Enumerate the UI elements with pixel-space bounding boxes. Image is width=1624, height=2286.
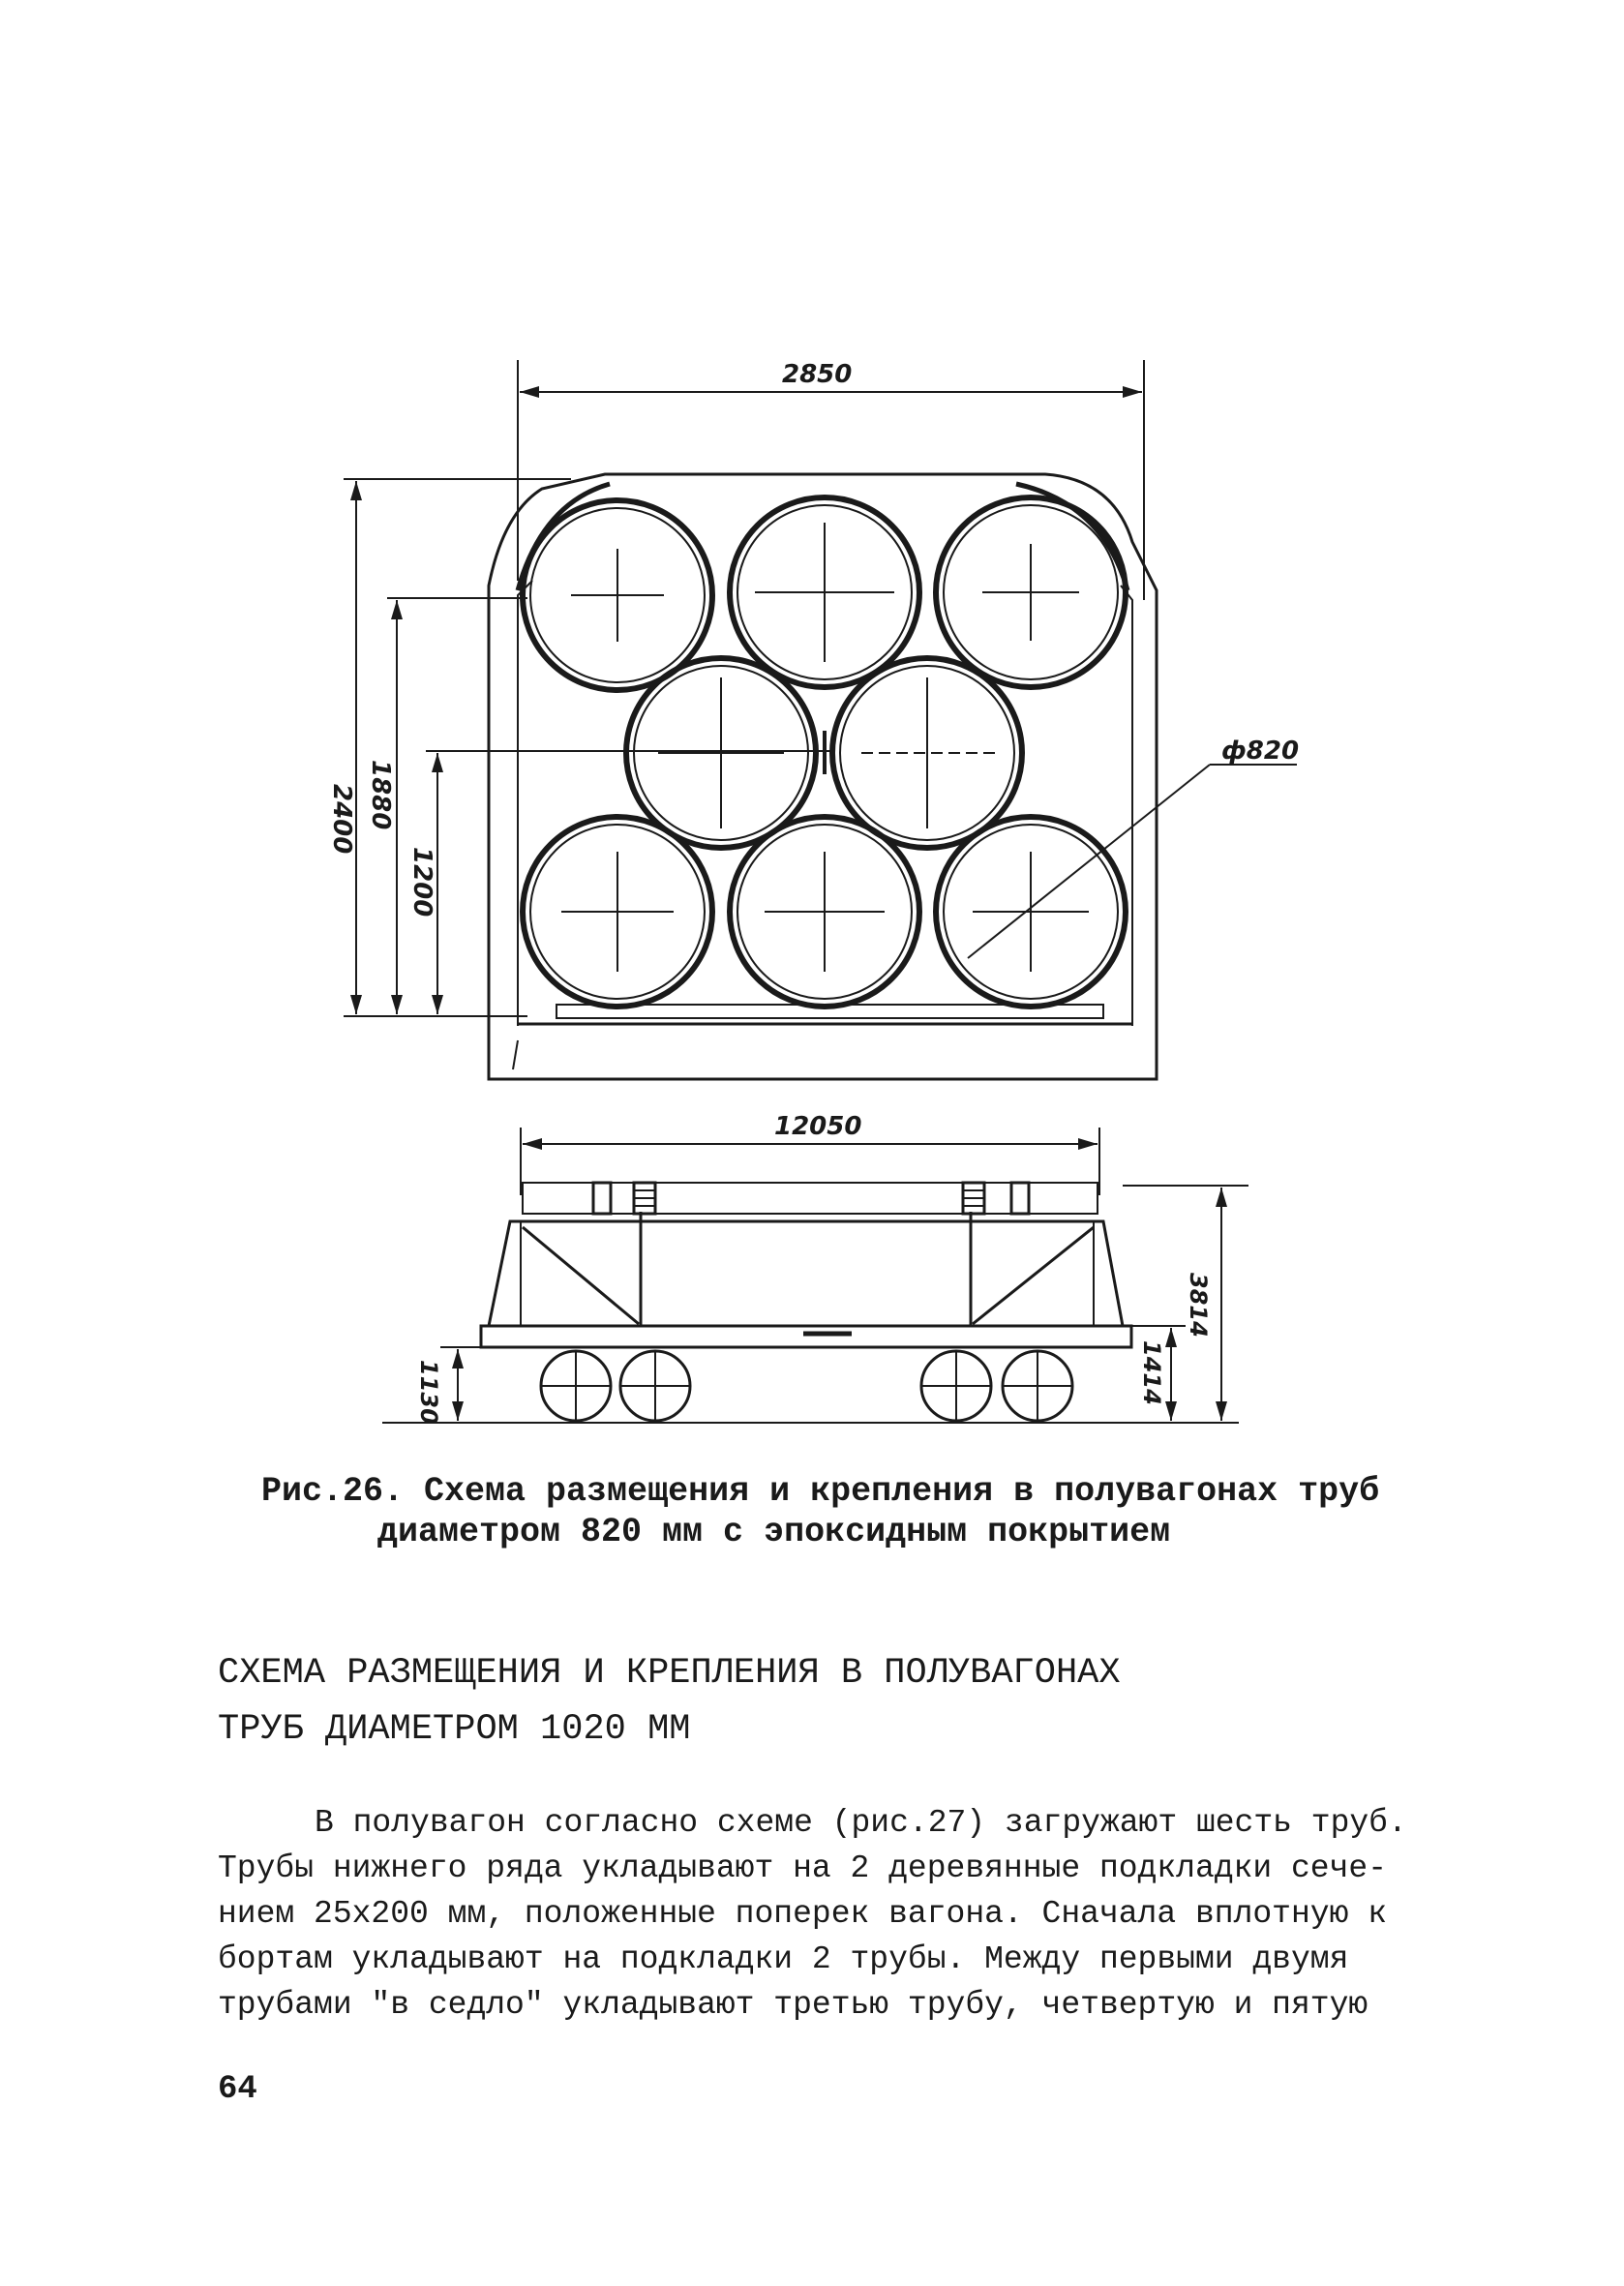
dim-height-middle: 1200 [407, 847, 436, 917]
section-heading-line-2: ТРУБ ДИАМЕТРОМ 1020 ММ [218, 1709, 691, 1750]
pipe-bottom-right [936, 817, 1126, 1007]
dim-height-wagon-total: 3814 [1185, 1273, 1212, 1338]
pipe-top-right [936, 497, 1126, 687]
pipe-top-middle [730, 497, 919, 687]
figure-caption [261, 1471, 1471, 1552]
dim-height-floor: 1414 [1138, 1340, 1165, 1405]
body-line: трубами "в седло" укладывают третью трубу, четвертую и пятую [218, 1987, 1368, 2023]
pipe-middle-right [832, 658, 1022, 848]
dim-width-top: 2850 [782, 360, 853, 389]
body-line: нием 25х200 мм, положенные поперек вагона. Сначала вплотную к [218, 1896, 1387, 1932]
dim-height-total: 2400 [327, 784, 356, 855]
dim-height-second-row: 1880 [366, 760, 395, 830]
body-line: Трубы нижнего ряда укладывают на 2 деревянные подкладки сече- [218, 1850, 1387, 1886]
figure-caption-line-2: диаметром 820 мм с эпоксидным покрытием [377, 1513, 1171, 1551]
figure-caption-line-1: Рис.26. Схема размещения и крепления в полувагонах труб [261, 1472, 1380, 1511]
dim-length-wagon: 12050 [774, 1112, 862, 1141]
body-paragraph [218, 1800, 1486, 2028]
side-view [382, 1128, 1248, 1423]
body-line: В полувагон согласно схеме (рис.27) загружают шесть труб. [315, 1805, 1407, 1841]
dim-pipe-diameter: ф820 [1221, 737, 1300, 766]
pipe-bottom-middle [730, 817, 919, 1007]
section-heading [218, 1645, 1476, 1758]
dim-height-frame: 1130 [415, 1360, 442, 1425]
page-number: 64 [218, 2071, 257, 2108]
pipe-top-left [523, 500, 712, 690]
section-heading-line-1: СХЕМА РАЗМЕЩЕНИЯ И КРЕПЛЕНИЯ В ПОЛУВАГОНАХ [218, 1653, 1121, 1694]
pipe-middle-left [626, 658, 816, 848]
body-line: бортам укладывают на подкладки 2 трубы. Между первыми двумя [218, 1941, 1349, 1977]
pipe-bottom-left [523, 817, 712, 1007]
